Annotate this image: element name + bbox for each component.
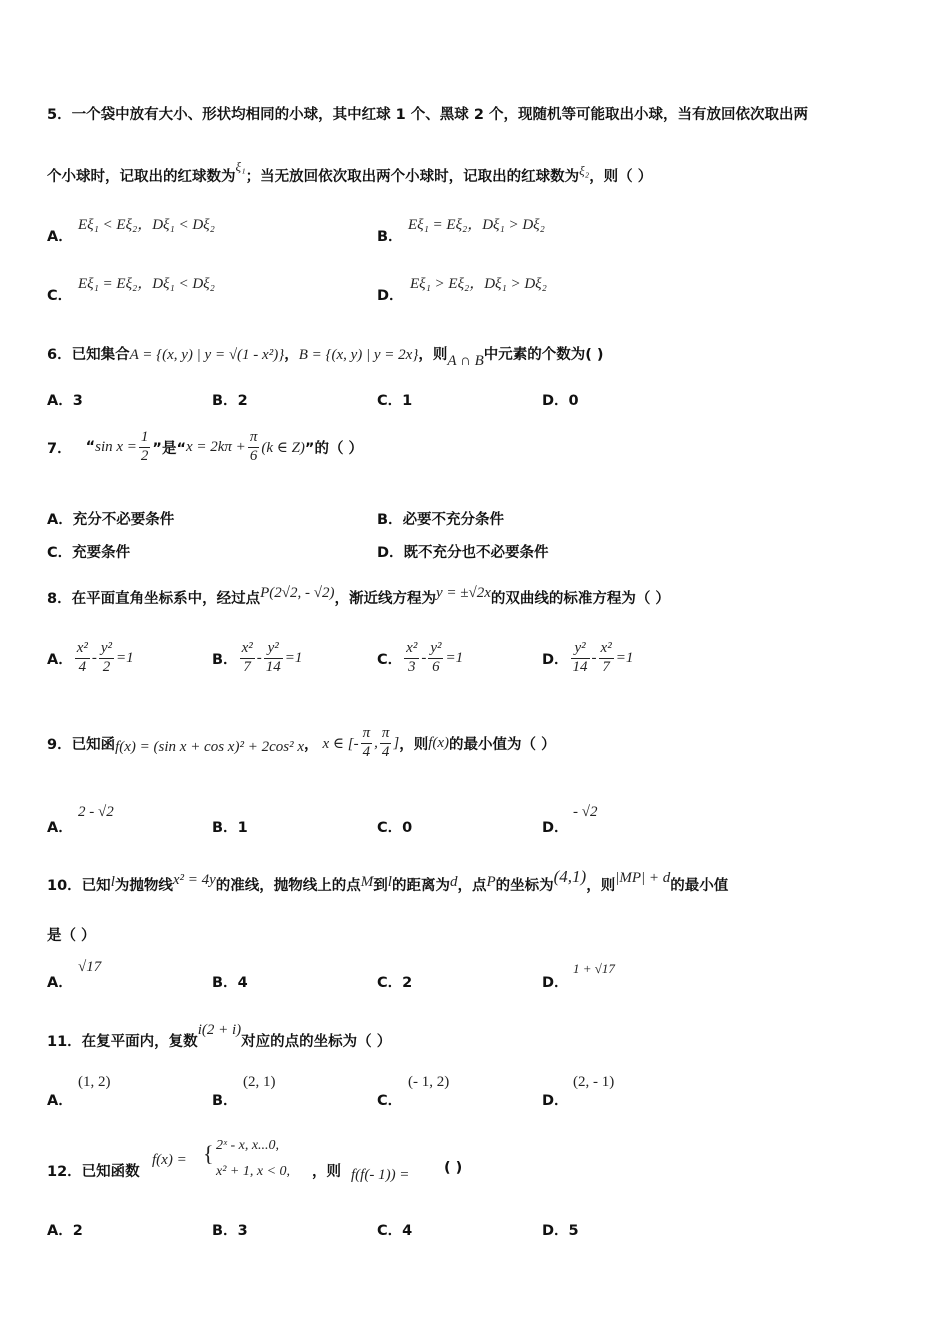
q8-text-c: 的双曲线的标准方程为（ ）: [490, 591, 670, 607]
q7-x-rhs: (k ∈ Z): [261, 439, 305, 456]
q12-option-a-label: A．: [47, 1223, 73, 1239]
q9-frac-left-den: 4: [362, 743, 371, 760]
q8-option-c[interactable]: C． $\frac{\text{x²}}{3}$ - $\frac{\text{y²}}{6}$ =1: [377, 640, 464, 675]
q8-b-n2: y²: [264, 640, 283, 658]
q11-text-a: 11．在复平面内，复数: [47, 1034, 198, 1050]
q7-pi-num: π: [248, 429, 260, 447]
q8-b-frac2: [264, 640, 283, 676]
q10-parabola: x² = 4y: [172, 872, 216, 888]
q9-option-a-text: 2 - √2: [78, 804, 114, 820]
q9-frac-left: [361, 725, 373, 761]
q12-stem-c: ( ): [444, 1160, 463, 1176]
q9-option-c-text: 0: [402, 820, 413, 836]
q7-option-c[interactable]: [47, 541, 130, 562]
q9-frac-right-num: π: [380, 725, 392, 743]
q8-b-d1: 7: [243, 658, 251, 675]
q9-option-b-label: B．: [212, 820, 238, 836]
q9-func: f(x) = (sin x + cos x)² + 2cos² x: [115, 738, 304, 755]
q10-text-d: 到: [373, 878, 388, 894]
q7-quote-mid: ”是“: [152, 440, 186, 457]
q7-half-num: 1: [139, 429, 151, 447]
q10-text-a: 10．已知: [47, 878, 111, 894]
q7-option-d-label: D．: [377, 545, 404, 561]
q10-option-c-label: C．: [377, 975, 403, 991]
q10-option-a-label[interactable]: A．: [47, 975, 73, 991]
q7-sin-lhs: sin x =: [95, 438, 137, 455]
q12-case1: 2ˣ - x, x...0,: [216, 1138, 280, 1153]
q7-option-c-label: C．: [47, 545, 73, 561]
q8-d-rhs: =1: [615, 649, 634, 666]
q8-option-d[interactable]: D． $\frac{\text{y²}}{14}$ - $\frac{\text{x²}}{7}$ =1: [542, 640, 634, 675]
q9-frac-left-num: π: [361, 725, 373, 743]
q11-stem: [47, 1022, 392, 1051]
q8-d-frac1: [571, 640, 590, 676]
q6-option-c-text: 1: [402, 393, 413, 409]
q10-option-d-text: 1 + √17: [573, 961, 615, 976]
q8-option-a[interactable]: A． $\frac{\text{x²}}{4}$ - $\frac{\text{y²}}{2}$ =1: [47, 640, 134, 675]
q6-stem: [47, 343, 604, 369]
q10-stem-line2: 是（ ）: [47, 928, 96, 944]
q9-option-a-label[interactable]: A．: [47, 820, 73, 836]
q8-a-d1: 4: [78, 658, 87, 675]
q12-ff: f(f(- 1)) =: [351, 1167, 410, 1183]
q7-x-lhs: x = 2kπ +: [185, 438, 246, 455]
q5-option-a-text: Eξ₁ < Eξ₂，Dξ₁ < Dξ₂: [78, 217, 215, 233]
q6-intersection: A ∩ B: [447, 353, 484, 369]
q11-option-c-text: (- 1, 2): [408, 1074, 450, 1090]
q8-a-n2: y²: [99, 640, 114, 658]
q6-option-a-label: A．: [47, 393, 73, 409]
q7-quote-open: “: [85, 439, 96, 455]
q7-option-a-label: A．: [47, 512, 73, 528]
q12-brace: {: [203, 1141, 214, 1166]
q8-c-rhs: =1: [445, 649, 464, 666]
q5-text-a: 个小球时，记取出的红球数为: [47, 169, 236, 185]
q7-num: 7．: [47, 440, 72, 457]
q6-text-b: ，则: [418, 347, 448, 363]
q6-option-b-text: 2: [237, 393, 248, 409]
q10-option-a-text: √17: [78, 959, 102, 975]
q12-option-c[interactable]: [377, 1219, 412, 1240]
q8-asymptote: y = ±√2x: [435, 585, 491, 601]
q8-b-frac1: [240, 640, 255, 676]
q10-l2: l: [387, 874, 392, 890]
q10-coord: (4,1): [553, 867, 587, 886]
q7-option-b-label: B．: [377, 512, 403, 528]
q11-option-d-text: (2, - 1): [573, 1074, 615, 1090]
q5-option-c-label[interactable]: C．: [47, 288, 73, 304]
q9-option-d-label[interactable]: D．: [542, 820, 569, 836]
q8-d-n2: x²: [599, 640, 614, 658]
q8-c-d1: 3: [407, 658, 416, 675]
q8-a-rhs: =1: [116, 649, 134, 666]
q10-option-b[interactable]: [212, 971, 248, 992]
q8-b-rhs: =1: [284, 649, 303, 666]
q7-option-d-text: 既不充分也不必要条件: [403, 545, 549, 561]
q5-text-b: ；当无放回依次取出两个小球时，记取出的红球数为: [245, 169, 580, 185]
q5-option-b-text: Eξ₁ = Eξ₂，Dξ₁ > Dξ₂: [408, 217, 545, 233]
q6-option-a-text: 3: [72, 393, 83, 409]
q12-option-b-label: B．: [212, 1223, 238, 1239]
q11-option-a-label[interactable]: A．: [47, 1093, 73, 1109]
q6-option-c-label: C．: [377, 393, 403, 409]
q5-text-c: ，则（ ）: [589, 169, 653, 185]
q9-text-b: ，则: [399, 736, 429, 753]
q5-option-d-label[interactable]: D．: [377, 288, 404, 304]
q10-text-c: 的准线，抛物线上的点: [215, 878, 361, 894]
q12-option-b[interactable]: [212, 1219, 248, 1240]
q5-xi1: ξ₁: [235, 159, 246, 174]
q8-a-n1: x²: [75, 640, 90, 658]
q8-a-frac1: [75, 640, 90, 676]
q8-b-n1: x²: [240, 640, 255, 658]
q8-c-n1: x²: [404, 640, 419, 658]
q10-option-c-text: 2: [402, 975, 413, 991]
q10-expr: |MP| + d: [615, 870, 671, 886]
q6-set-b: B = {(x, y) | y = 2x}: [298, 347, 419, 363]
q12-fx: f(x) =: [152, 1152, 187, 1168]
q9-option-b[interactable]: [212, 816, 248, 837]
q12-option-a-text: 2: [72, 1223, 83, 1239]
q6-option-b-label: B．: [212, 393, 238, 409]
q8-text-a: 8．在平面直角坐标系中，经过点: [47, 591, 261, 607]
q10-option-b-label: B．: [212, 975, 238, 991]
q8-d-d1: 14: [572, 658, 588, 675]
q12-option-d[interactable]: [542, 1219, 579, 1240]
q10-l: l: [110, 874, 115, 890]
q8-d-n1: y²: [571, 640, 590, 658]
q9-option-d-text: - √2: [573, 804, 598, 820]
q9-frac-right: [380, 725, 392, 761]
q11-option-d-label[interactable]: D．: [542, 1093, 569, 1109]
q9-domain-lhs: x ∈ [-: [322, 735, 359, 752]
q6-option-c[interactable]: [377, 389, 412, 410]
q9-domain-rhs: ]: [393, 734, 400, 751]
q6-option-d[interactable]: [542, 389, 579, 410]
q5-option-a-label[interactable]: A．: [47, 229, 73, 245]
q8-d-d2: 7: [602, 658, 610, 675]
q12-stem-b: ，则: [312, 1164, 341, 1180]
q10-text-b: 为抛物线: [114, 878, 173, 894]
q11-text-b: 对应的点的坐标为（ ）: [241, 1034, 392, 1050]
q6-option-d-text: 0: [568, 393, 579, 409]
q8-a-frac2: [99, 640, 114, 676]
q10-P: P: [486, 874, 496, 890]
q9-sep: ,: [374, 734, 378, 751]
q11-option-b-label[interactable]: B．: [212, 1093, 238, 1109]
q12-option-d-text: 5: [568, 1223, 579, 1239]
q12-option-d-label: D．: [542, 1223, 569, 1239]
q6-option-d-label: D．: [542, 393, 569, 409]
q9-text-a: 9．已知函: [47, 736, 116, 753]
q9-fx: f(x): [428, 734, 450, 751]
q10-text-g: 的坐标为: [495, 878, 554, 894]
q8-c-n2: y²: [428, 640, 443, 658]
q9-option-c-label: C．: [377, 820, 403, 836]
q8-point: P(2√2, - √2): [260, 585, 335, 601]
q10-option-c[interactable]: [377, 971, 412, 992]
q8-stem: [47, 587, 670, 608]
q6-option-b[interactable]: [212, 389, 248, 410]
q8-option-b-label: B．: [212, 651, 238, 668]
q6-text-a: 6．已知集合: [47, 347, 130, 363]
q7-pi-fraction: [248, 429, 260, 465]
q7-quote-close: ”的（ ）: [304, 440, 363, 457]
q8-c-d2: 6: [432, 658, 440, 675]
q11-option-a-text: (1, 2): [78, 1074, 111, 1090]
q8-option-b[interactable]: B． $\frac{\text{x²}}{7}$ - $\frac{\text{y²}}{14}$ =1: [212, 640, 303, 675]
q8-c-frac1: [404, 640, 419, 676]
q5-option-b-label[interactable]: B．: [377, 229, 403, 245]
q12-option-c-text: 4: [402, 1223, 413, 1239]
q8-c-frac2: [428, 640, 443, 676]
q12-option-b-text: 3: [237, 1223, 248, 1239]
q10-text-f: ，点: [457, 878, 487, 894]
q9-comma: ，: [303, 736, 319, 753]
q12-option-c-label: C．: [377, 1223, 403, 1239]
q5-stem-line2: [47, 159, 653, 186]
q9-option-b-text: 1: [237, 820, 248, 836]
q11-option-c-label[interactable]: C．: [377, 1093, 403, 1109]
q10-option-b-text: 4: [237, 975, 248, 991]
q10-text-h: ，则: [586, 878, 616, 894]
q8-a-d2: 2: [102, 658, 111, 675]
q7-option-c-text: 充要条件: [72, 545, 131, 561]
q7-option-b[interactable]: [377, 508, 504, 529]
q8-option-d-label: D．: [542, 651, 569, 668]
q12-option-a[interactable]: [47, 1219, 83, 1240]
q8-option-c-label: C．: [377, 651, 403, 668]
q8-option-a-label: A．: [47, 651, 73, 668]
q7-option-b-text: 必要不充分条件: [402, 512, 505, 528]
q8-b-d2: 14: [265, 658, 281, 675]
q10-stem-line1: [47, 867, 729, 895]
q7-pi-den: 6: [249, 447, 258, 464]
q11-option-b-text: (2, 1): [243, 1074, 276, 1090]
q9-text-c: 的最小值为（ ）: [449, 736, 556, 753]
q7-option-a[interactable]: [47, 508, 174, 529]
q10-text-i: 的最小值: [670, 878, 729, 894]
q7-stem: [47, 425, 363, 469]
q10-text-e: 的距离为: [391, 878, 450, 894]
q12-case2: x² + 1, x < 0,: [216, 1164, 291, 1179]
q7-half-den: 2: [140, 447, 149, 464]
q5-xi2: ξ₂: [579, 163, 590, 178]
q6-set-a: A = {(x, y) | y = √(1 - x²)}: [129, 347, 285, 363]
q5-option-d-text: Eξ₁ > Eξ₂，Dξ₁ > Dξ₂: [410, 276, 547, 292]
q10-M: M: [360, 874, 374, 890]
q10-d: d: [449, 874, 458, 890]
q7-option-d[interactable]: [377, 541, 549, 562]
q6-option-a[interactable]: [47, 389, 83, 410]
q8-d-frac2: [599, 640, 614, 676]
q5-stem-line1: 5．一个袋中放有大小、形状均相同的小球，其中红球 1 个、黑球 2 个，现随机等可能取出小球，当有放回依次取出两: [47, 107, 808, 123]
q9-option-c[interactable]: [377, 816, 412, 837]
q6-text-c: 中元素的个数为( ): [483, 347, 604, 363]
q7-option-a-text: 充分不必要条件: [72, 512, 175, 528]
q7-half-fraction: [139, 429, 151, 465]
q12-stem-a: 12．已知函数: [47, 1164, 140, 1180]
q9-frac-right-den: 4: [381, 743, 390, 760]
q9-stem: [47, 718, 556, 768]
q10-option-d-label[interactable]: D．: [542, 975, 569, 991]
q8-text-b: ，渐近线方程为: [334, 591, 436, 607]
q5-option-c-text: Eξ₁ = Eξ₂，Dξ₁ < Dξ₂: [78, 276, 215, 292]
q11-complex: i(2 + i): [197, 1022, 242, 1038]
q6-comma: ，: [284, 347, 299, 363]
